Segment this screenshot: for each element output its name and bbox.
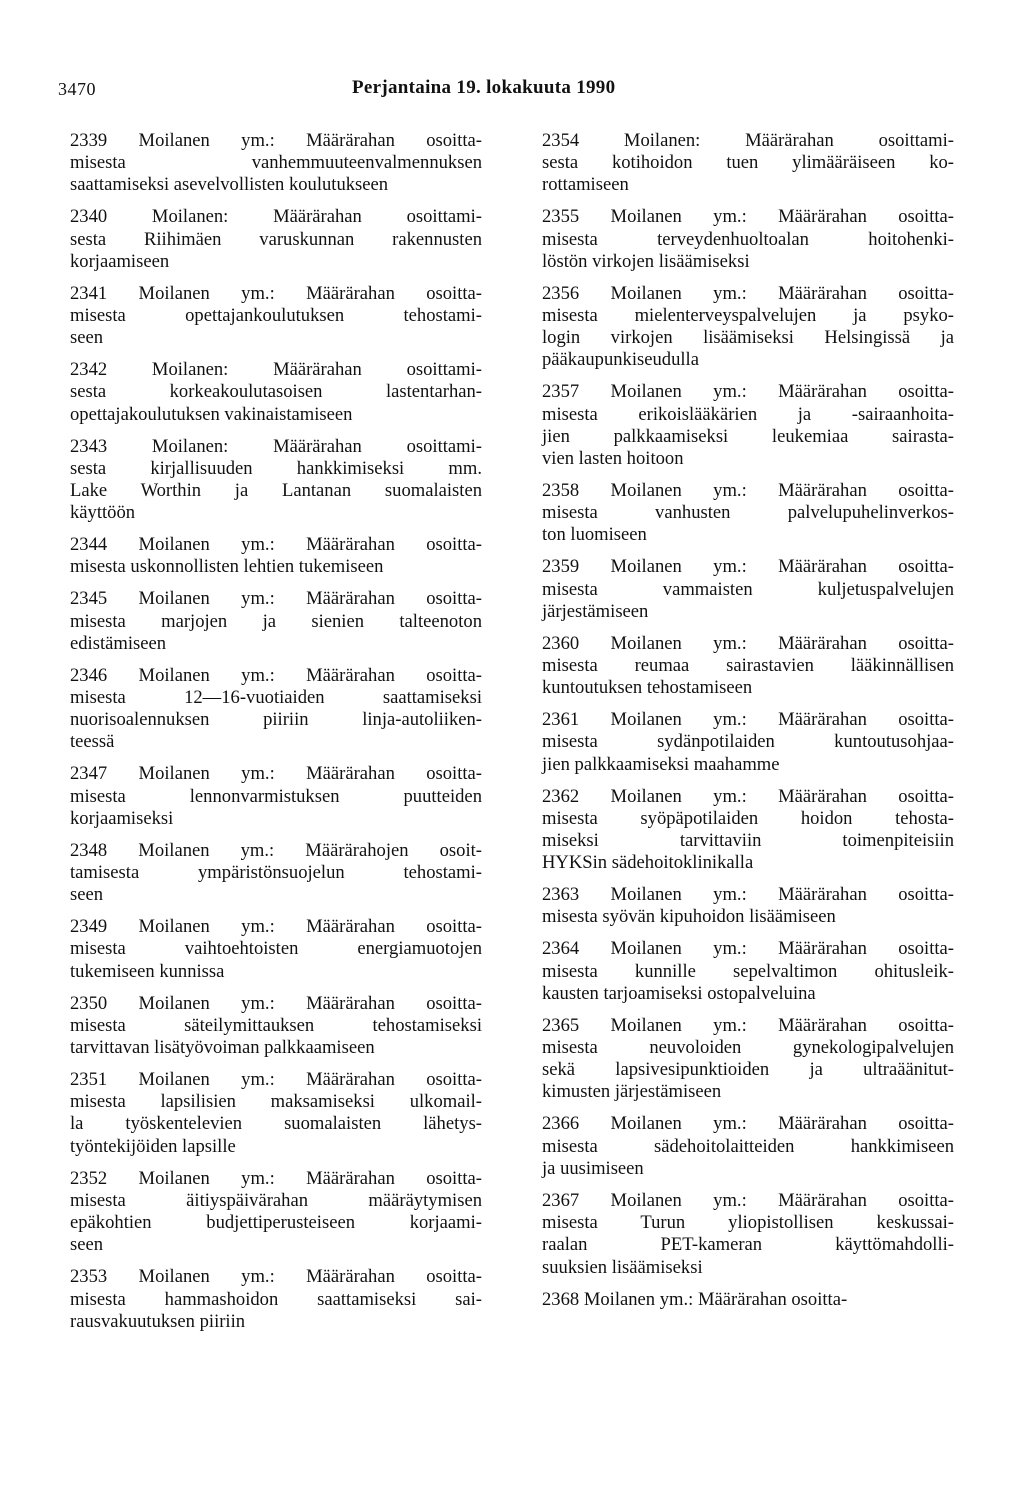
entry-line: misesta neuvoloiden gynekologipalvelujen — [542, 1037, 954, 1059]
entry-line: järjestämiseen — [542, 600, 649, 622]
page-header-title: Perjantaina 19. lokakuuta 1990 — [352, 77, 616, 98]
entry-line: 2365 Moilanen ym.: Määrärahan osoitta- — [542, 1014, 954, 1036]
entry-line: misesta 12—16-vuotiaiden saattamiseksi — [70, 687, 482, 709]
entry-line: misesta vanhemmuuteenvalmennuksen — [70, 152, 482, 174]
left-column — [70, 130, 482, 1343]
entry-line: misesta hammashoidon saattamiseksi sai- — [70, 1288, 482, 1310]
entry-line: vien lasten hoitoon — [542, 448, 684, 470]
list-item — [70, 436, 482, 525]
list-item — [70, 1168, 482, 1257]
entry-line: 2368 Moilanen ym.: Määrärahan osoitta- — [542, 1288, 848, 1310]
entry-line: saattamiseksi asevelvollisten koulutukseen — [70, 174, 389, 196]
entry-line: 2347 Moilanen ym.: Määrärahan osoitta- — [70, 763, 482, 785]
entry-line: tamisesta ympäristönsuojelun tehostami- — [70, 862, 482, 884]
entry-line: misesta lennonvarmistuksen puutteiden — [70, 785, 482, 807]
entry-line: 2340 Moilanen: Määrärahan osoittami- — [70, 206, 482, 228]
entry-line: sesta korkeakoulutasoisen lastentarhan- — [70, 381, 482, 403]
entry-line: 2339 Moilanen ym.: Määrärahan osoitta- — [70, 130, 482, 151]
entry-line: misesta erikoislääkärien ja -sairaanhoita- — [542, 403, 954, 425]
entry-line: löstön virkojen lisäämiseksi — [542, 250, 750, 272]
entry-line: raalan PET-kameran käyttömahdolli- — [542, 1234, 954, 1256]
entry-line: misesta reumaa sairastavien lääkinnällisen — [542, 655, 954, 677]
entry-line: login virkojen lisäämiseksi Helsingissä ja — [542, 327, 954, 349]
list-item — [70, 130, 482, 197]
entry-line: misesta vaihtoehtoisten energiamuotojen — [70, 938, 482, 960]
entry-line: seen — [70, 884, 104, 906]
entry-line: 2350 Moilanen ym.: Määrärahan osoitta- — [70, 992, 482, 1014]
entry-line: sesta Riihimäen varuskunnan rakennusten — [70, 228, 482, 250]
entry-line: korjaamiseksi — [70, 807, 174, 829]
list-item — [542, 633, 954, 700]
list-item — [70, 1266, 482, 1333]
list-item — [542, 884, 954, 928]
list-item — [542, 283, 954, 372]
entry-line: 2346 Moilanen ym.: Määrärahan osoitta- — [70, 664, 482, 686]
entry-line: 2360 Moilanen ym.: Määrärahan osoitta- — [542, 632, 954, 654]
entry-line: seen — [70, 1234, 104, 1256]
entry-line: 2353 Moilanen ym.: Määrärahan osoitta- — [70, 1266, 482, 1288]
list-item — [70, 283, 482, 350]
entry-line: sekä lapsivesipunktioiden ja ultraäänitut- — [542, 1059, 954, 1081]
list-item — [70, 359, 482, 426]
entry-line: misesta kunnille sepelvaltimon ohitusleik- — [542, 960, 954, 982]
entry-line: edistämiseen — [70, 632, 167, 654]
list-item — [70, 916, 482, 983]
entry-line: misesta vanhusten palvelupuhelinverkos- — [542, 502, 954, 524]
list-item — [542, 206, 954, 273]
entry-line: HYKSin sädehoitoklinikalla — [542, 852, 754, 874]
entry-line: misesta Turun yliopistollisen keskussai- — [542, 1212, 954, 1234]
entry-line: 2351 Moilanen ym.: Määrärahan osoitta- — [70, 1069, 482, 1091]
entry-line: epäkohtien budjettiperusteiseen korjaami- — [70, 1212, 482, 1234]
entry-line: misesta terveydenhuoltoalan hoitohenki- — [542, 228, 954, 250]
entry-line: kuntoutuksen tehostamiseen — [542, 677, 753, 699]
list-item — [70, 993, 482, 1060]
entry-line: 2345 Moilanen ym.: Määrärahan osoitta- — [70, 588, 482, 610]
entry-line: 2361 Moilanen ym.: Määrärahan osoitta- — [542, 709, 954, 731]
entry-line: 2348 Moilanen ym.: Määrärahojen osoit- — [70, 839, 482, 861]
list-item — [70, 665, 482, 754]
entry-line: misesta säteilymittauksen tehostamiseksi — [70, 1014, 482, 1036]
entry-line: 2342 Moilanen: Määrärahan osoittami- — [70, 359, 482, 381]
list-item — [542, 480, 954, 547]
entry-line: työntekijöiden lapsille — [70, 1135, 236, 1157]
entry-line: 2366 Moilanen ym.: Määrärahan osoitta- — [542, 1113, 954, 1135]
entry-line: Lake Worthin ja Lantanan suomalaisten — [70, 480, 482, 502]
list-item — [70, 840, 482, 907]
right-column — [542, 130, 954, 1321]
entry-line: jien palkkaamiseksi leukemiaa sairasta- — [542, 425, 954, 447]
entry-line: 2356 Moilanen ym.: Määrärahan osoitta- — [542, 282, 954, 304]
entry-line: suuksien lisäämiseksi — [542, 1256, 703, 1278]
list-item — [542, 130, 954, 197]
entry-line: 2341 Moilanen ym.: Määrärahan osoitta- — [70, 282, 482, 304]
entry-line: 2367 Moilanen ym.: Määrärahan osoitta- — [542, 1189, 954, 1211]
entry-line: jien palkkaamiseksi maahamme — [542, 753, 780, 775]
list-item — [70, 206, 482, 273]
entry-line: nuorisoalennuksen piiriin linja-autoliiken- — [70, 709, 482, 731]
entry-line: 2364 Moilanen ym.: Määrärahan osoitta- — [542, 938, 954, 960]
entry-line: teessä — [70, 731, 115, 753]
entry-line: misesta uskonnollisten lehtien tukemiseen — [70, 556, 384, 578]
list-item — [542, 1113, 954, 1180]
list-item — [542, 938, 954, 1005]
entry-line: misesta lapsilisien maksamiseksi ulkomail- — [70, 1091, 482, 1113]
list-item — [542, 1289, 954, 1311]
entry-line: 2362 Moilanen ym.: Määrärahan osoitta- — [542, 785, 954, 807]
entry-line: misesta vammaisten kuljetuspalvelujen — [542, 578, 954, 600]
entry-line: miseksi tarvittaviin toimenpiteisiin — [542, 830, 954, 852]
page-number: 3470 — [58, 79, 96, 99]
entry-line: misesta opettajankoulutuksen tehostami- — [70, 305, 482, 327]
entry-line: rottamiseen — [542, 174, 629, 196]
entry-line: misesta marjojen ja sienien talteenoton — [70, 610, 482, 632]
entry-line: misesta sädehoitolaitteiden hankkimiseen — [542, 1135, 954, 1157]
list-item — [70, 588, 482, 655]
entry-line: 2344 Moilanen ym.: Määrärahan osoitta- — [70, 534, 482, 556]
entry-line: misesta sydänpotilaiden kuntoutusohjaa- — [542, 731, 954, 753]
list-item — [542, 556, 954, 623]
entry-line: ja uusimiseen — [542, 1157, 644, 1179]
entry-line: 2343 Moilanen: Määrärahan osoittami- — [70, 435, 482, 457]
entry-line: 2354 Moilanen: Määrärahan osoittami- — [542, 130, 954, 151]
entry-line: 2357 Moilanen ym.: Määrärahan osoitta- — [542, 381, 954, 403]
entry-line: tarvittavan lisätyövoiman palkkaamiseen — [70, 1037, 375, 1059]
list-item — [542, 381, 954, 470]
entry-line: misesta mielenterveyspalvelujen ja psyko- — [542, 305, 954, 327]
entry-line: käyttöön — [70, 502, 136, 524]
entry-line: sesta kirjallisuuden hankkimiseksi mm. — [70, 457, 482, 479]
list-item — [70, 763, 482, 830]
entry-line: rausvakuutuksen piiriin — [70, 1310, 246, 1332]
entry-line: misesta äitiyspäivärahan määräytymisen — [70, 1189, 482, 1211]
entry-line: misesta syövän kipuhoidon lisäämiseen — [542, 906, 836, 928]
list-item — [70, 1069, 482, 1158]
entry-line: kausten tarjoamiseksi ostopalveluina — [542, 982, 816, 1004]
entry-line: korjaamiseen — [70, 250, 170, 272]
entry-line: 2358 Moilanen ym.: Määrärahan osoitta- — [542, 480, 954, 502]
entry-line: sesta kotihoidon tuen ylimääräiseen ko- — [542, 152, 954, 174]
entry-line: 2355 Moilanen ym.: Määrärahan osoitta- — [542, 206, 954, 228]
entry-line: la työskentelevien suomalaisten lähetys- — [70, 1113, 482, 1135]
entry-line: 2363 Moilanen ym.: Määrärahan osoitta- — [542, 884, 954, 906]
list-item — [542, 709, 954, 776]
list-item — [542, 1015, 954, 1104]
entry-line: misesta syöpäpotilaiden hoidon tehosta- — [542, 807, 954, 829]
list-item — [542, 1190, 954, 1279]
entry-line: 2352 Moilanen ym.: Määrärahan osoitta- — [70, 1167, 482, 1189]
entry-line: 2359 Moilanen ym.: Määrärahan osoitta- — [542, 556, 954, 578]
entry-line: opettajakoulutuksen vakinaistamiseen — [70, 403, 353, 425]
entry-line: ton luomiseen — [542, 524, 647, 546]
entry-line: seen — [70, 327, 104, 349]
list-item — [542, 786, 954, 875]
entry-line: 2349 Moilanen ym.: Määrärahan osoitta- — [70, 916, 482, 938]
entry-line: pääkaupunkiseudulla — [542, 349, 699, 371]
entry-line: kimusten järjestämiseen — [542, 1081, 722, 1103]
entry-line: tukemiseen kunnissa — [70, 960, 225, 982]
list-item — [70, 534, 482, 578]
